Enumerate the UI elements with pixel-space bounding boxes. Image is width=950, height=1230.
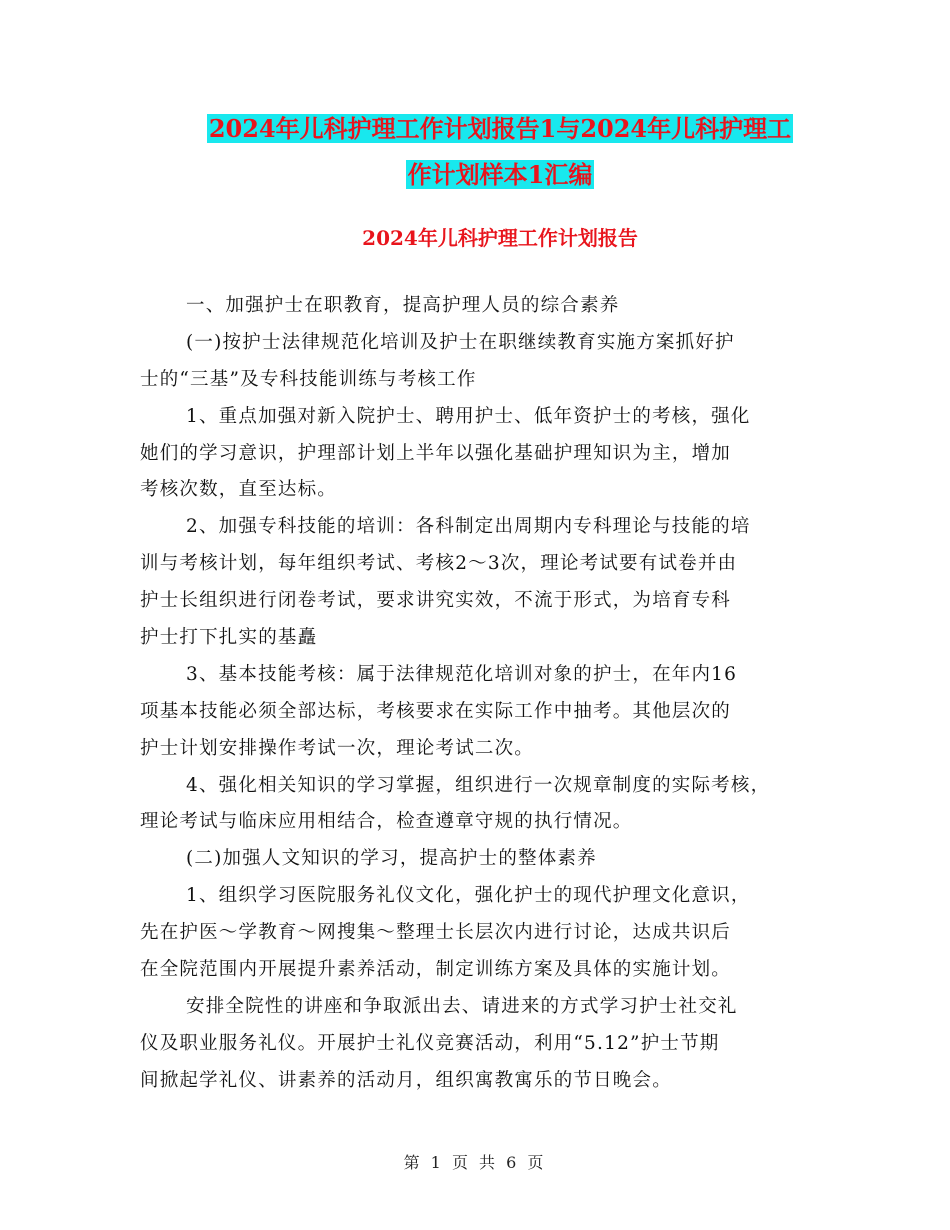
document-title-line-2 <box>140 154 860 196</box>
body-line: 护士打下扎实的基矗 <box>140 627 318 649</box>
body-line: 一、加强护士在职教育，提高护理人员的综合素养 <box>186 295 620 316</box>
document-title-text-1: 2024年儿科护理工作计划报告1与2024年儿科护理工 <box>208 114 792 143</box>
body-line: 训与考核计划，每年组织考试、考核2～3次，理论考试要有试卷并由 <box>140 553 738 575</box>
body-text <box>140 288 820 1100</box>
body-line: (一)按护士法律规范化培训及护士在职继续教育实施方案抓好护 <box>186 331 735 353</box>
body-line: 1、组织学习医院服务礼仪文化，强化护士的现代护理文化意识， <box>186 885 751 907</box>
body-line: 先在护医～学教育～网搜集～整理士长层次内进行讨论，达成共识后 <box>140 922 732 944</box>
body-line: (二)加强人文知识的学习，提高护士的整体素养 <box>186 848 597 870</box>
body-line: 4、强化相关知识的学习掌握，组织进行一次规章制度的实际考核， <box>186 774 771 796</box>
page-footer: 第 1 页 共 6 页 <box>403 1153 547 1172</box>
section-title: 2024年儿科护理工作计划报告 <box>362 226 638 250</box>
body-line: 项基本技能必须全部达标，考核要求在实际工作中抽考。其他层次的 <box>140 700 732 722</box>
body-line: 理论考试与临床应用相结合，检查遵章守规的执行情况。 <box>140 811 633 833</box>
document-title-line-1 <box>140 108 860 150</box>
body-line: 1、重点加强对新入院护士、聘用护士、低年资护士的考核，强化 <box>186 405 751 427</box>
document-title-text-2: 作计划样本1汇编 <box>407 160 593 189</box>
body-line: 考核次数，直至达标。 <box>140 479 338 501</box>
body-line: 她们的学习意识，护理部计划上半年以强化基础护理知识为主，增加 <box>140 442 732 464</box>
body-line: 护士长组织进行闭卷考试，要求讲究实效，不流于形式，为培育专科 <box>140 590 732 612</box>
body-line: 间掀起学礼仪、讲素养的活动月，组织寓教寓乐的节日晚会。 <box>140 1069 672 1091</box>
body-line: 仪及职业服务礼仪。开展护士礼仪竞赛活动，利用“5.12”护士节期 <box>140 1032 720 1054</box>
body-line: 3、基本技能考核：属于法律规范化培训对象的护士，在年内16 <box>186 663 738 685</box>
body-line: 护士计划安排操作考试一次，理论考试二次。 <box>140 737 535 759</box>
body-line: 安排全院性的讲座和争取派出去、请进来的方式学习护士社交礼 <box>186 995 738 1017</box>
body-line: 在全院范围内开展提升素养活动，制定训练方案及具体的实施计划。 <box>140 959 732 981</box>
body-line: 士的“三基”及专科技能训练与考核工作 <box>140 368 477 390</box>
body-line: 2、加强专科技能的培训：各科制定出周期内专科理论与技能的培 <box>186 516 751 538</box>
